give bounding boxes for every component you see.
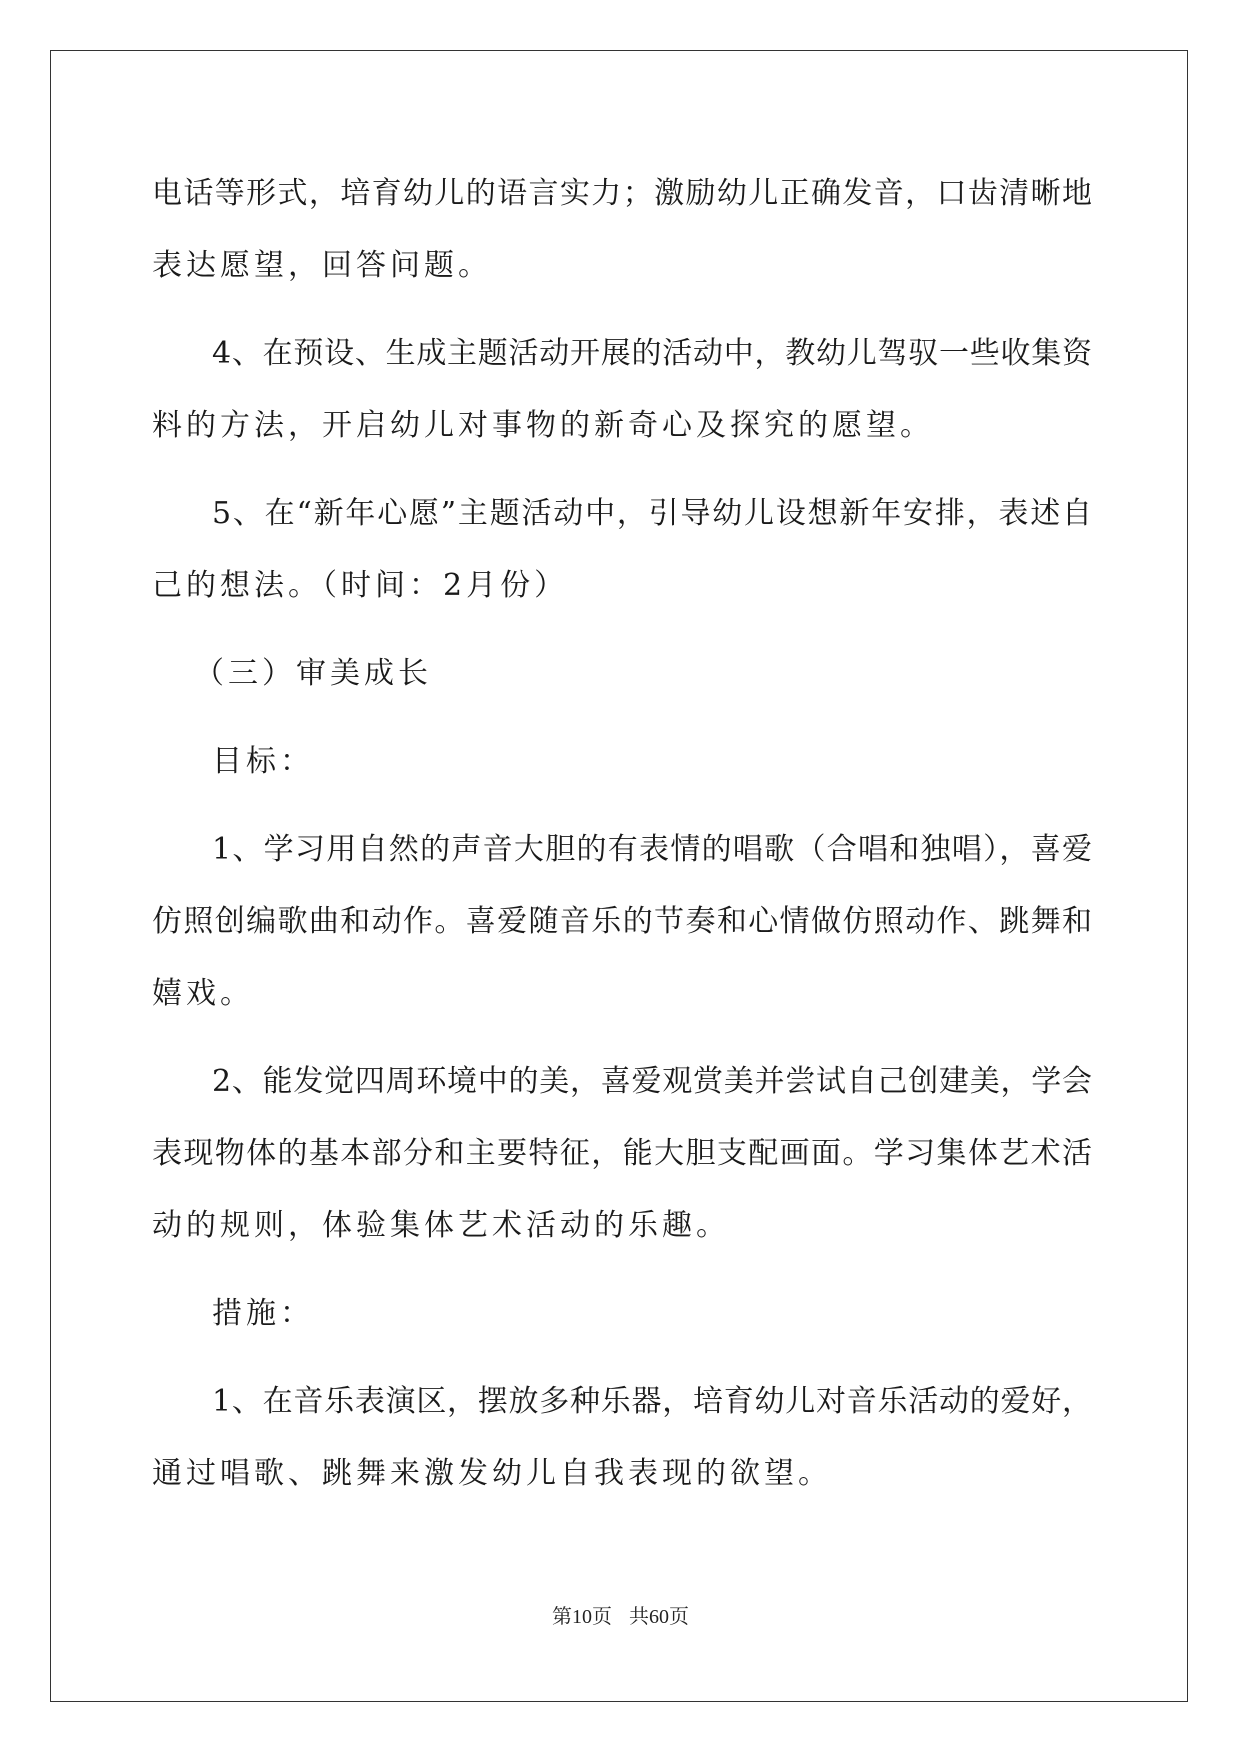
paragraph-line: 通过唱歌、跳舞来激发幼儿自我表现的欲望。 [152, 1456, 832, 1491]
paragraph-line: 5、在“新年心愿”主题活动中，引导幼儿设想新年安排，表述自 [212, 496, 1092, 531]
paragraph-line: 4、在预设、生成主题活动开展的活动中，教幼儿驾驭一些收集资 [212, 336, 1092, 371]
paragraph-line: 料的方法，开启幼儿对事物的新奇心及探究的愿望。 [152, 408, 934, 443]
paragraph-line: 己的想法。（时间：2月份） [152, 568, 569, 603]
paragraph-line: 动的规则，体验集体艺术活动的乐趣。 [152, 1208, 730, 1243]
paragraph-line: 表现物体的基本部分和主要特征，能大胆支配画面。学习集体艺术活 [152, 1136, 1092, 1171]
paragraph-line: 2、能发觉四周环境中的美，喜爱观赏美并尝试自己创建美，学会 [212, 1064, 1092, 1099]
paragraph-line: 电话等形式，培育幼儿的语言实力；激励幼儿正确发音，口齿清晰地 [152, 176, 1092, 211]
paragraph-line: 1、在音乐表演区，摆放多种乐器，培育幼儿对音乐活动的爱好， [212, 1384, 1092, 1419]
page-total: 共60页 [629, 1606, 689, 1628]
page-footer [0, 1600, 1241, 1629]
document-body [152, 158, 1092, 1510]
subheading-goals: 目标： [212, 744, 314, 779]
page-number: 第10页 [552, 1606, 612, 1628]
paragraph-line: 嬉戏。 [152, 976, 254, 1011]
paragraph-line: 表达愿望，回答问题。 [152, 248, 492, 283]
subheading-measures: 措施： [212, 1296, 314, 1331]
section-heading: （三）审美成长 [194, 656, 432, 691]
paragraph-line: 仿照创编歌曲和动作。喜爱随音乐的节奏和心情做仿照动作、跳舞和 [152, 904, 1092, 939]
paragraph-line: 1、学习用自然的声音大胆的有表情的唱歌（合唱和独唱），喜爱 [212, 832, 1092, 867]
